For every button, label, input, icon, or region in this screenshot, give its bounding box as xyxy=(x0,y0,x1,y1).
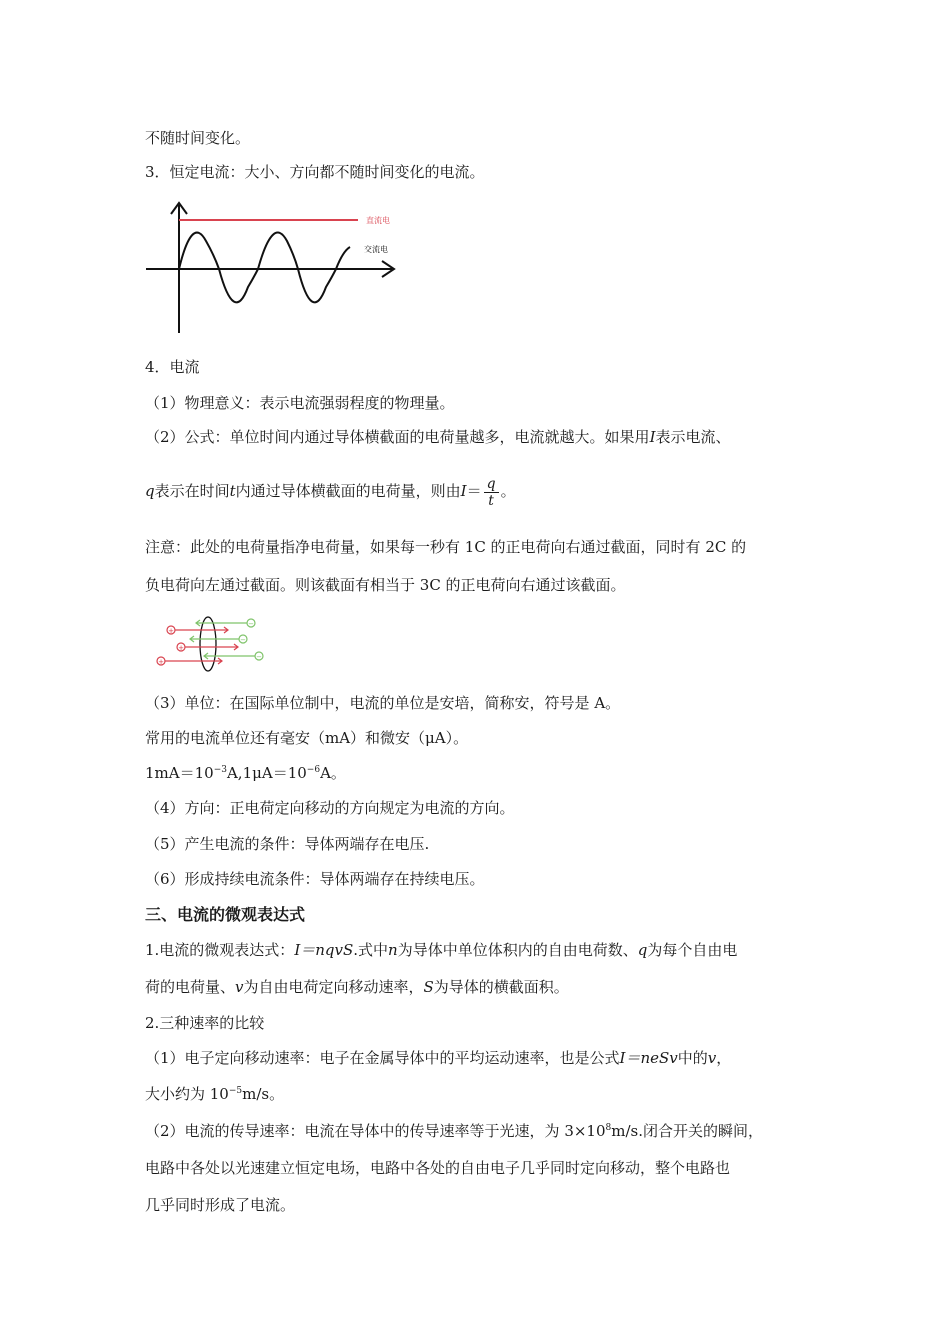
text-line: （6）形成持续电流条件：导体两端存在持续电压。 xyxy=(145,870,485,888)
text-line: （5）产生电流的条件：导体两端存在电压. xyxy=(145,835,430,853)
text-line: 2.三种速率的比较 xyxy=(145,1014,265,1032)
text-line: 大小约为 $10^{-5}m/s$。 xyxy=(145,1085,285,1103)
svg-text:−: − xyxy=(240,636,246,644)
section-heading: 三、电流的微观表达式 xyxy=(145,905,306,924)
text-line: （2）电流的传导速率：电流在导体中的传导速率等于光速，为 $3\times 10^8m/s$.闭合开关的瞬间， xyxy=(145,1122,763,1140)
fraction-q-over-t: $\frac{q}{t}$ xyxy=(484,476,499,509)
svg-text:+: + xyxy=(178,644,184,652)
text-line: 电路中各处以光速建立恒定电场，电路中各处的自由电子几乎同时定向移动，整个电路也 xyxy=(145,1159,731,1177)
positive-charge-signs xyxy=(158,627,184,666)
text-line: 荷的电荷量、v为自由电荷定向移动速率，S为导体的横截面积。 xyxy=(145,978,569,996)
text-line: （3）单位：在国际单位制中，电流的单位是安培，简称安，符号是 A。 xyxy=(145,694,621,712)
text-line: （4）方向：正电荷定向移动的方向规定为电流的方向。 xyxy=(145,799,515,817)
svg-text:−: − xyxy=(248,620,254,628)
cross-section-ellipse xyxy=(200,617,216,671)
text-line: 常用的电流单位还有毫安（mA）和微安（μA）。 xyxy=(145,729,469,747)
text-line: （2）公式：单位时间内通过导体横截面的电荷量越多，电流就越大。如果用I表示电流、 xyxy=(145,428,731,446)
text-line: （1）电子定向移动速率：电子在金属导体中的平均运动速率，也是公式I＝neSv中的v， xyxy=(145,1049,732,1067)
text-line: $1mA=10^{-3}A,1\mu A=10^{-6}A$。 xyxy=(145,764,346,782)
dc-label: 直流电 xyxy=(366,216,390,225)
text-line: 4．电流 xyxy=(145,358,200,376)
text-line: 不随时间变化。 xyxy=(145,129,251,147)
svg-text:+: + xyxy=(168,627,174,635)
text-line: 1.电流的微观表达式：I＝nqvS.式中n为导体中单位体积内的自由电荷数、q为每个自由电 xyxy=(145,941,738,959)
svg-text:−: − xyxy=(256,653,262,661)
text-line: （1）物理意义：表示电流强弱程度的物理量。 xyxy=(145,394,455,412)
svg-text:+: + xyxy=(158,658,164,666)
text-line: 注意：此处的电荷量指净电荷量，如果每一秒有 1C 的正电荷向右通过截面，同时有 2C 的 xyxy=(145,538,747,556)
text-line: 负电荷向左通过截面。则该截面有相当于 3C 的正电荷向右通过该截面。 xyxy=(145,576,626,594)
text-line: 几乎同时形成了电流。 xyxy=(145,1196,296,1214)
negative-charge-signs xyxy=(240,620,262,661)
ac-wave xyxy=(179,233,350,303)
charge-crosssection-figure xyxy=(152,614,270,672)
text-line: 3．恒定电流：大小、方向都不随时间变化的电流。 xyxy=(145,163,485,181)
ac-label: 交流电 xyxy=(364,245,388,254)
text-line: q表示在时间t内通过导体横截面的电荷量，则由I＝ $\frac{q}{t}$ 。 xyxy=(145,475,516,509)
dc-ac-waveform-figure xyxy=(140,197,402,337)
